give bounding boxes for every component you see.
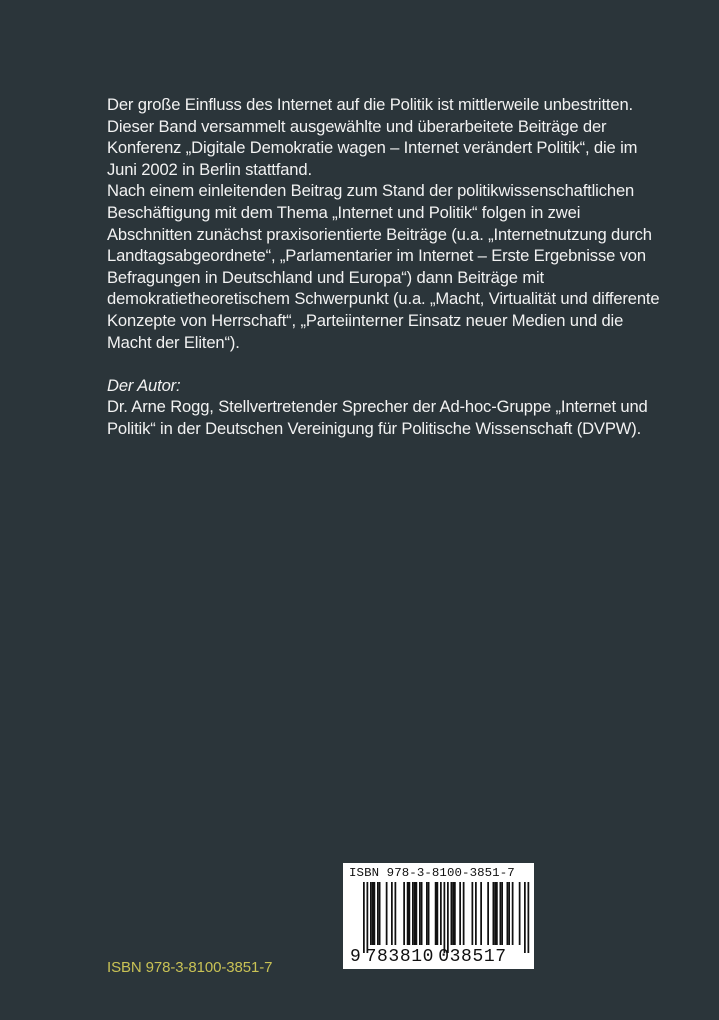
barcode-bar-12 xyxy=(409,882,411,945)
barcode-bar-42 xyxy=(519,882,521,945)
barcode-bar-23 xyxy=(444,882,446,953)
barcode-digits xyxy=(350,947,507,967)
barcode-bar-24 xyxy=(447,882,449,953)
barcode-bar-43 xyxy=(524,882,526,953)
barcode-right-digits: 038517 xyxy=(438,947,507,967)
barcode-bar-32 xyxy=(480,882,482,945)
barcode-bar-7 xyxy=(386,882,388,945)
barcode-bar-27 xyxy=(454,882,456,945)
barcode-bar-9 xyxy=(395,882,397,945)
barcode-bar-28 xyxy=(459,882,461,945)
barcode-bar-18 xyxy=(426,882,428,945)
barcode-bar-5 xyxy=(377,882,379,945)
paragraph-spacer xyxy=(107,353,667,375)
author-bio: Dr. Arne Rogg, Stellvertretender Sprecher der Ad-hoc-Gruppe „Internet und Politik“ in der Deutschen Vereinigung für Politische Wissenschaft (DVPW). xyxy=(107,397,648,438)
barcode-bar-4 xyxy=(374,882,376,945)
blurb-paragraph-intro: Der große Einfluss des Internet auf die Politik ist mittlerweile unbestritten. Dieser Band versammelt ausgewählte und überarbeitete Beiträge der Konferenz „Digitale Demokratie wagen – Internet verändert Politik“, die im Juni 2002 in Berlin stattfand. xyxy=(107,95,638,179)
barcode-bar-35 xyxy=(494,882,496,945)
barcode-bar-30 xyxy=(472,882,474,945)
barcode-bar-40 xyxy=(508,882,510,945)
barcode-bar-22 xyxy=(440,882,442,945)
barcode-bar-2 xyxy=(370,882,372,945)
barcode-bar-36 xyxy=(496,882,498,945)
barcode-bar-21 xyxy=(437,882,439,945)
barcode-bar-33 xyxy=(487,882,489,945)
barcode-bar-39 xyxy=(507,882,509,945)
isbn-label: ISBN 978-3-8100-3851-7 xyxy=(107,959,273,976)
barcode-bar-44 xyxy=(528,882,530,953)
barcode-bar-29 xyxy=(463,882,465,945)
back-cover-blurb xyxy=(107,94,667,440)
barcode-bar-31 xyxy=(475,882,477,945)
barcode-bar-16 xyxy=(419,882,421,945)
barcode-bar-3 xyxy=(372,882,374,945)
barcode-left-digits: 783810 xyxy=(365,947,435,967)
isbn-barcode xyxy=(343,863,534,969)
barcode-bar-17 xyxy=(421,882,423,945)
barcode-bar-15 xyxy=(416,882,418,945)
barcode-bar-19 xyxy=(428,882,430,945)
barcode-bar-0 xyxy=(363,882,365,953)
blurb-paragraph-contents: Nach einem einleitenden Beitrag zum Stand der politikwissenschaftlichen Beschäftigung mit dem Thema „Internet und Politik“ folgen in zwei Abschnitten zunächst praxisorientierte Beiträge (u.a. „Internetnutzung durch Landtagsabgeordnete“, „Parlamentarier im Internet – Erste Ergebnisse von Befragungen in Deutschland und Europa“) dann Beiträge mit demokratietheoretischem Schwerpunkt (u.a. „Macht, Virtualität und differente Konzepte von Herrschaft“, „Parteiinterner Einsatz neuer Medien und die Macht der Eliten“). xyxy=(107,181,660,352)
barcode-bar-34 xyxy=(493,882,495,945)
author-heading: Der Autor: xyxy=(107,375,181,395)
barcode-bar-41 xyxy=(512,882,514,945)
barcode-bar-14 xyxy=(414,882,416,945)
barcode-lead-digit: 9 xyxy=(350,947,362,967)
barcode-bar-11 xyxy=(407,882,409,945)
barcode-bar-37 xyxy=(500,882,502,945)
barcode-bar-26 xyxy=(452,882,454,945)
barcode-isbn-caption: ISBN 978-3-8100-3851-7 xyxy=(349,866,515,880)
barcode-bar-6 xyxy=(379,882,381,945)
barcode-bar-10 xyxy=(403,882,405,945)
barcode-bar-13 xyxy=(412,882,414,945)
barcode-bar-25 xyxy=(451,882,453,945)
barcode-bar-8 xyxy=(391,882,393,945)
barcode-bar-20 xyxy=(435,882,437,945)
barcode-bar-1 xyxy=(367,882,369,953)
barcode-bar-38 xyxy=(501,882,503,945)
